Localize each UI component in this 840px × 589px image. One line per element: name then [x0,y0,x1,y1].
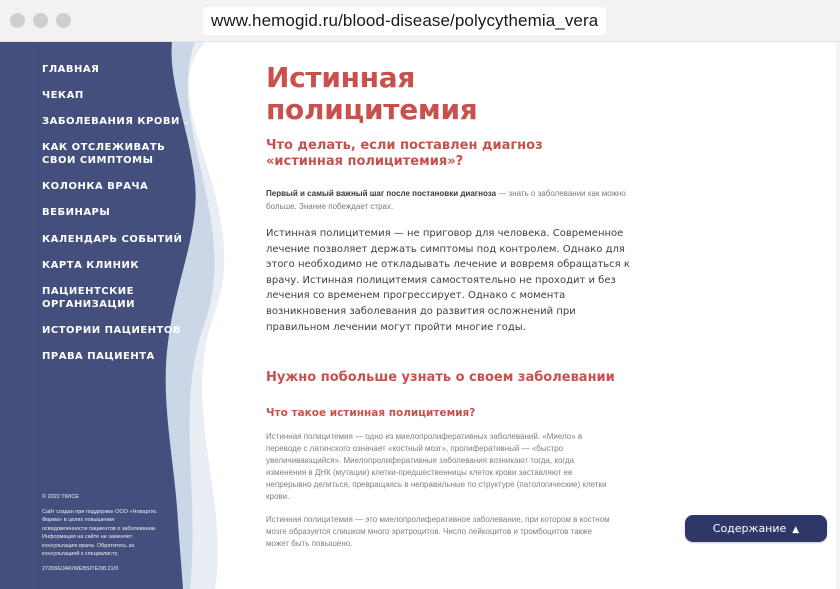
sidebar-item-clinic-map[interactable] [42,259,139,272]
sidebar-item-label: КАЛЕНДАРЬ СОБЫТИЙ [42,234,183,245]
sidebar-item-label: КАРТА КЛИНИК [42,260,140,271]
sidebar-item-label: ПРАВА ПАЦИЕНТА [42,351,155,362]
sidebar-item-label: ЧЕКАП [42,90,84,101]
minimize-window-icon[interactable] [33,13,48,28]
sidebar-item-label: ВЕБИНАРЫ [42,207,111,218]
chevron-down-icon[interactable]: ⌄ [182,117,191,126]
copyright: © 2022 TWICE [42,494,79,500]
lead-rest: — знать о заболевании как можно больше. Знание побеждает страх. [266,189,626,211]
caret-up-icon: ▲ [792,525,800,535]
intro-paragraph: Истинная полицитемия — не приговор для человека. Современное лечение позволяет держать симптомы под контролем. Однако для этого необходимо не откладывать лечение и вовремя обращаться к врачу. Истинная полицитемия самостоятельно не проходит и без лечения со временем прогрессирует. Однако с момента возникновения заболевания до развития осложнений при правильном лечении могут пройти многие годы. [266,228,630,333]
lead-bold: Первый и самый важный шаг после постановки диагноза [266,189,497,198]
maximize-window-icon[interactable] [56,13,71,28]
sidebar-item-patient-stories[interactable] [42,324,181,337]
page-scrollbar[interactable] [836,42,840,589]
sidebar-item-checkup[interactable] [42,89,84,102]
address-bar[interactable]: www.hemogid.ru/blood-disease/polycythemia_vera [203,7,606,35]
sidebar-divider [33,42,34,589]
sidebar-item-label: КОЛОНКА ВРАЧА [42,181,149,192]
sidebar-item-label: ГЛАВНАЯ [42,64,100,75]
sidebar-item-label: ИСТОРИИ ПАЦИЕНТОВ [42,325,181,336]
definition-paragraph: Истинная полицитемия — одно из миелопролиферативных заболеваний. «Миело» в переводе с латинского означает «костный мозг», пролиферативный — «быстро увеличивающийся». Миелопролиферативные заболевания возникают тогда, когда изменения в ДНК (мутации) клетки-предшественницы клеток крови заставляют ее непрерывно делиться, превращаясь в неправильные по структуре (патологические) клетки крови. [266,432,607,502]
page-title: Истинная полицитемия [266,61,478,126]
sidebar-item-webinars[interactable] [42,206,110,219]
material-code: 272066/JAK/WEBSITE/08.21/0 [42,565,119,572]
article-subtitle: Что делать, если поставлен диагноз «истинная полицитемия»? [266,138,543,169]
sidebar-item-label: КАК ОТСЛЕЖИВАТЬ [42,142,166,153]
sidebar-item-home[interactable] [42,63,99,76]
table-of-contents-button[interactable] [685,515,827,542]
sidebar-item-label: ОРГАНИЗАЦИИ [42,299,136,310]
disclaimer: Сайт создан при поддержке ООО «Новартис Фарма» в целях повышения осведомленности пациентов о заболевании. Информация на сайте не заменяет консультацию врача. Обратитесь за консультацией к специалисту. [42,508,157,557]
toc-label: Содержание [712,522,787,535]
sidebar-item-blood-diseases[interactable] [42,115,190,128]
sidebar-item-doctor-column[interactable] [42,180,148,193]
sidebar-item-label: СВОИ СИМПТОМЫ [42,155,154,166]
sidebar-item-track-symptoms[interactable] [42,141,165,167]
sidebar-footer [42,493,157,579]
sidebar-item-patient-rights[interactable] [42,350,155,363]
section-title: Нужно побольше узнать о своем заболевании [266,370,615,385]
close-window-icon[interactable] [10,13,25,28]
sidebar-item-label: ПАЦИЕНТСКИЕ [42,286,134,297]
page-viewport [0,42,840,589]
description-paragraph: Истинная полицитемия — это миелопролиферативное заболевание, при котором в костном мозге образуется слишком много эритроцитов. Число лейкоцитов и тромбоцитов также может быть повышено. [266,515,610,549]
sidebar-item-events-calendar[interactable] [42,233,182,246]
sidebar-item-label: ЗАБОЛЕВАНИЯ КРОВИ [42,116,180,127]
section-subtitle: Что такое истинная полицитемия? [266,407,476,419]
browser-titlebar [0,0,840,42]
lead-paragraph [266,187,646,213]
sidebar-item-patient-orgs[interactable] [42,285,135,311]
